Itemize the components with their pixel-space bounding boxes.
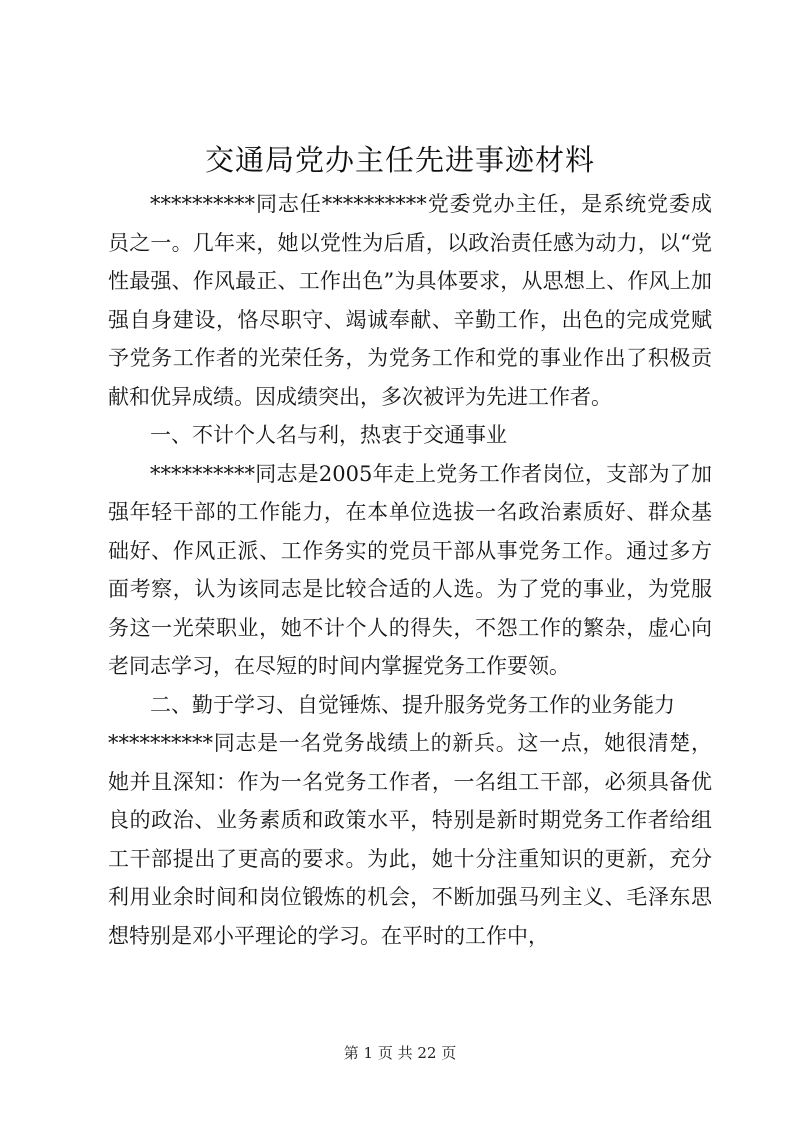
section-heading-1: 一、不计个人名与利，热衷于交通事业 bbox=[150, 423, 507, 447]
document-body bbox=[108, 185, 712, 955]
paragraph-section-1: **********同志是2005年走上党务工作者岗位，支部为了加强年轻干部的工作能力，在本单位选拔一名政治素质好、群众基础好、作风正派、工作务实的党员干部从事党务工作。通过多方面考察，认为该同志是比较合适的人选。为了党的事业，为党服务这一光荣职业，她不计个人的得失，不怨工作的繁杂，虚心向老同志学习，在尽短的时间内掌握党务工作要领。 bbox=[108, 461, 712, 678]
paragraph-intro: **********同志任**********党委党办主任，是系统党委成员之一。几年来，她以党性为后盾，以政治责任感为动力，以“党性最强、作风最正、工作出色”为具体要求，从思想上、作风上加强自身建设，恪尽职守、竭诚奉献、辛勤工作，出色的完成党赋予党务工作者的光荣任务，为党务工作和党的事业作出了积极贡献和优异成绩。因成绩突出，多次被评为先进工作者。 bbox=[108, 192, 712, 409]
section-heading-2: 二、勤于学习、自觉锤炼、提升服务党务工作的业务能力 bbox=[150, 692, 675, 717]
page-footer: 第 1 页 共 22 页 bbox=[343, 1044, 457, 1062]
paragraph-section-2: **********同志是一名党务战绩上的新兵。这一点，她很清楚，她并且深知：作为一名党务工作者，一名组工干部，必须具备优良的政治、业务素质和政策水平，特别是新时期党务工作者给组工干部提出了更高的要求。为此，她十分注重知识的更新，充分利用业余时间和岗位锻炼的机会，不断加强马列主义、毛泽东思想特别是邓小平理论的学习。在平时的工作中， bbox=[108, 731, 712, 948]
document-title: 交通局党办主任先进事迹材料 bbox=[204, 143, 595, 177]
